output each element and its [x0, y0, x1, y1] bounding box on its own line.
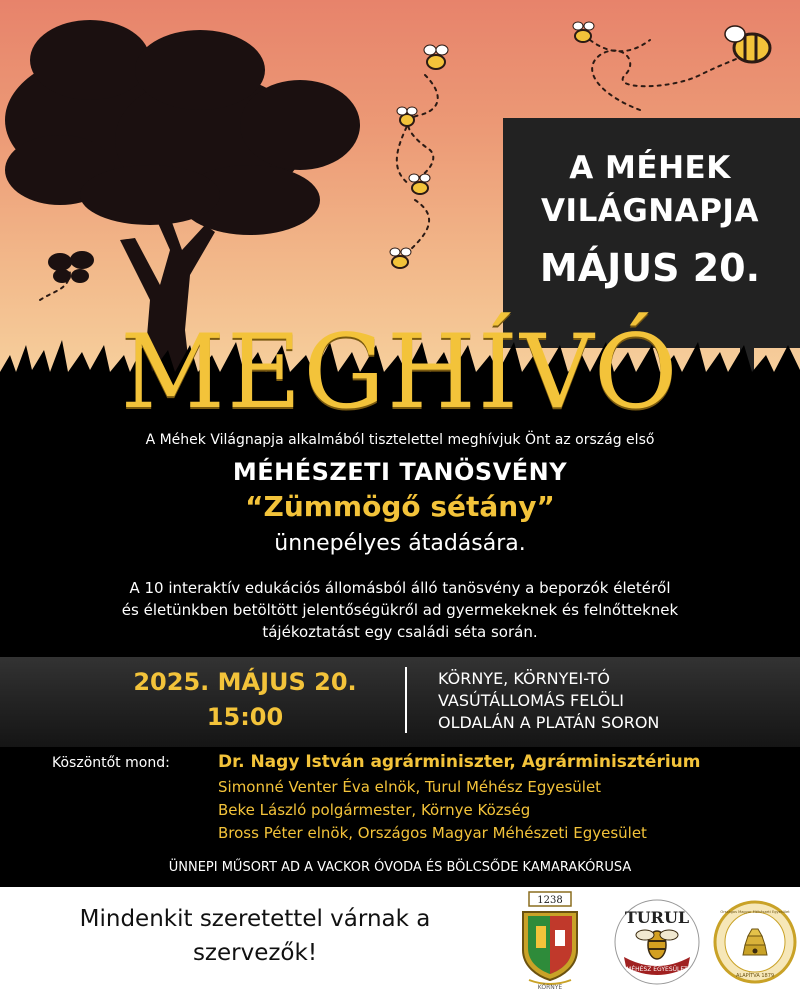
description-line: és életünkben betöltött jelentőségükről ad gyermekeknek és felnőtteknek: [121, 601, 679, 619]
event-location: [438, 668, 659, 734]
page-title: MEGHÍVÓ: [120, 313, 680, 432]
turul-subtitle: MÉHÉSZ EGYESÜLET: [626, 966, 688, 973]
bee-icon: [390, 248, 411, 268]
greetings-label: Köszöntőt mond:: [52, 755, 170, 771]
bee-icon: [573, 22, 594, 42]
location-line: OLDALÁN A PLATÁN SORON: [438, 713, 660, 732]
ceremony-text: ünnepélyes átadására.: [274, 531, 526, 556]
butterfly-icon: [48, 251, 94, 283]
sign-line-2: VILÁGNAPJA: [541, 193, 759, 229]
description: [0, 577, 800, 643]
speaker-item: Dr. Nagy István agrárminiszter, Agrárminisztérium: [218, 752, 701, 772]
speaker-item: Beke László polgármester, Környe Község: [218, 801, 531, 819]
intro-text: A Méhek Világnapja alkalmából tisztelettel meghívjuk Önt az ország első: [145, 432, 655, 448]
location-line: VASÚTÁLLOMÁS FELÖLI: [438, 691, 624, 710]
trail-slogan: “Zümmögő sétány”: [245, 490, 555, 523]
omme-year: ALAPÍTVA 1879: [735, 973, 775, 979]
sign-date: MÁJUS 20.: [539, 246, 761, 290]
description-line: tájékoztatást egy családi séta során.: [262, 623, 538, 641]
omme-name: Országos Magyar Méhészeti Egyesület: [720, 910, 790, 914]
speaker-item: Bross Péter elnök, Országos Magyar Méhészeti Egyesület: [218, 824, 647, 842]
turul-name: TURUL: [624, 908, 690, 927]
speaker-item: Simonné Venter Éva elnök, Turul Méhész Egyesület: [218, 778, 602, 796]
coat-of-arms-year: 1238: [537, 895, 563, 906]
event-time: 15:00: [206, 703, 284, 731]
divider: [405, 667, 407, 733]
coat-of-arms-name: KÖRNYE: [537, 984, 563, 990]
sign-line-1: A MÉHEK: [569, 150, 731, 186]
omme-logo: [713, 895, 797, 990]
welcome-line: szervezők!: [192, 940, 318, 966]
trail-name: MÉHÉSZETI TANÖSVÉNY: [232, 458, 568, 486]
coat-of-arms-icon: [515, 890, 585, 990]
program-note: ÜNNEPI MŰSORT AD A VACKOR ÓVODA ÉS BÖLCSŐDE KAMARAKÓRUSA: [168, 860, 632, 875]
welcome-text: [20, 902, 490, 970]
welcome-line: Mindenkit szeretettel várnak a: [79, 906, 431, 932]
location-line: KÖRNYE, KÖRNYEI-TÓ: [438, 669, 610, 688]
event-date: 2025. MÁJUS 20.: [133, 668, 357, 696]
bee-icon: [725, 26, 770, 62]
bee-icon: [424, 45, 448, 69]
description-line: A 10 interaktív edukációs állomásból álló tanösvény a beporzók életéről: [129, 579, 671, 597]
turul-logo: [612, 895, 702, 990]
